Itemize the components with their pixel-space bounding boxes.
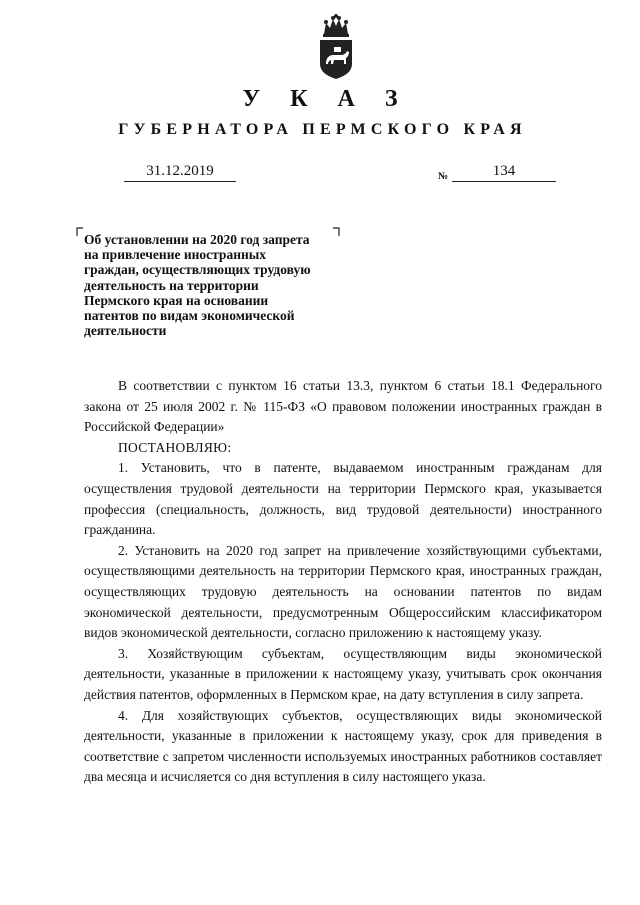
heading-line: патентов по видам экономической <box>84 308 295 324</box>
heading-line: деятельности <box>84 323 167 339</box>
document-body <box>84 376 602 788</box>
heading-line: Пермского края на основании <box>84 292 269 308</box>
decree-word: ПОСТАНОВЛЯЮ: <box>118 439 232 455</box>
clause-paragraph: 1. Установить, что в патенте, выдаваемом иностранным гражданам для осуществления трудовой деятельности на территории Пермского края, указывается профессия (специальность, должность, вид трудовой деятельности) иностранного гражданина. <box>84 460 602 538</box>
document-number: 134 <box>452 163 556 182</box>
heading-line: деятельность на территории <box>84 277 259 293</box>
document-type-title: У К А З <box>242 86 410 112</box>
heading-line: Об установлении на 2020 год запрета <box>84 232 310 247</box>
intro-paragraph: В соответствии с пунктом 16 статьи 13.3, пунктом 6 статьи 18.1 Федерального закона от 25 июля 2002 г. № 115-ФЗ «О правовом положении иностранных граждан в Российской Федерации» <box>84 378 602 435</box>
clause-paragraph: 3. Хозяйствующим субъектам, осуществляющим виды экономической деятельности, указанные в приложении к настоящему указу, учитывать срок окончания действия патентов, оформленных в Пермском крае, на дату вступления в силу запрета. <box>84 645 602 702</box>
heading-corner-left <box>76 227 84 237</box>
document-date: 31.12.2019 <box>124 163 236 182</box>
document-heading <box>84 232 374 338</box>
number-label: № <box>438 171 449 182</box>
clause-paragraph: 2. Установить на 2020 год запрет на привлечение хозяйствующими субъектами, осуществляющими деятельность на территории Пермского края, иностранных граждан, осуществляющих трудовую деятельность на основании патентов по видам экономической деятельности, предусмотренным Общероссийским классификатором видов экономической деятельности, согласно приложению к настоящему указу. <box>84 542 602 641</box>
issuer-subtitle: ГУБЕРНАТОРА ПЕРМСКОГО КРАЯ <box>118 121 527 138</box>
heading-line: на привлечение иностранных <box>84 247 267 263</box>
clause-paragraph: 4. Для хозяйствующих субъектов, осуществляющих виды экономической деятельности, указанные в приложении к настоящему указу, срок для приведения в соответствие с запретом численности используемых иностранных работников составляет два месяца и исчисляется со дня вступления в силу настоящего указа. <box>84 707 602 785</box>
coat-of-arms-icon <box>312 14 360 80</box>
heading-line: граждан, осуществляющих трудовую <box>84 262 311 278</box>
